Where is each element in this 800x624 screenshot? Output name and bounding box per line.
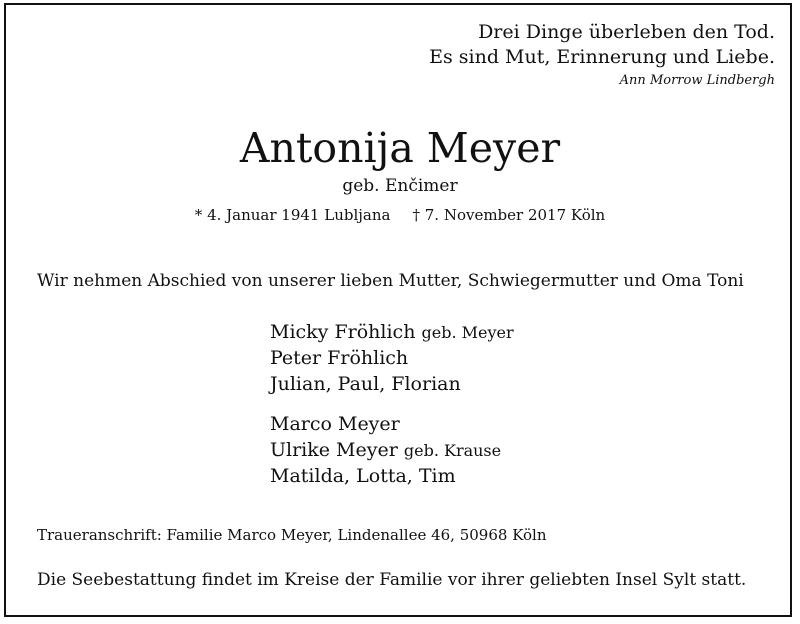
mourner-name: Julian, Paul, Florian — [270, 373, 461, 395]
life-dates — [0, 206, 800, 224]
farewell-intro: Wir nehmen Abschied von unserer lieben Mutter, Schwiegermutter und Oma Toni — [37, 271, 744, 291]
quote-line-2: Es sind Mut, Erinnerung und Liebe. — [429, 46, 775, 68]
mourner-suffix: geb. Krause — [403, 441, 502, 460]
mourner-line — [270, 345, 408, 371]
mourner-suffix: geb. Meyer — [421, 323, 514, 342]
mourner-name: Marco Meyer — [270, 413, 400, 435]
deceased-name: Antonija Meyer — [239, 124, 561, 172]
mourner-line — [270, 411, 400, 437]
mourner-line — [270, 437, 501, 464]
burial-note: Die Seebestattung findet im Kreise der Familie vor ihrer geliebten Insel Sylt statt. — [37, 570, 747, 590]
mourner-name: Matilda, Lotta, Tim — [270, 465, 456, 487]
deceased-birth-name: geb. Enčimer — [342, 176, 458, 196]
mourner-line — [270, 463, 456, 489]
quote-author: Ann Morrow Lindbergh — [619, 73, 775, 88]
notice-frame — [4, 3, 792, 617]
mourner-line — [270, 371, 461, 397]
mourner-name: Ulrike Meyer — [270, 439, 398, 461]
birth-date: * 4. Januar 1941 Lubljana — [194, 206, 391, 224]
quote-line-1: Drei Dinge überleben den Tod. — [478, 21, 775, 43]
mourning-address: Traueranschrift: Familie Marco Meyer, Lindenallee 46, 50968 Köln — [37, 526, 547, 544]
mourner-line — [270, 319, 514, 346]
mourner-name: Peter Fröhlich — [270, 347, 409, 369]
death-date: † 7. November 2017 Köln — [412, 206, 606, 224]
mourner-name: Micky Fröhlich — [270, 321, 416, 343]
